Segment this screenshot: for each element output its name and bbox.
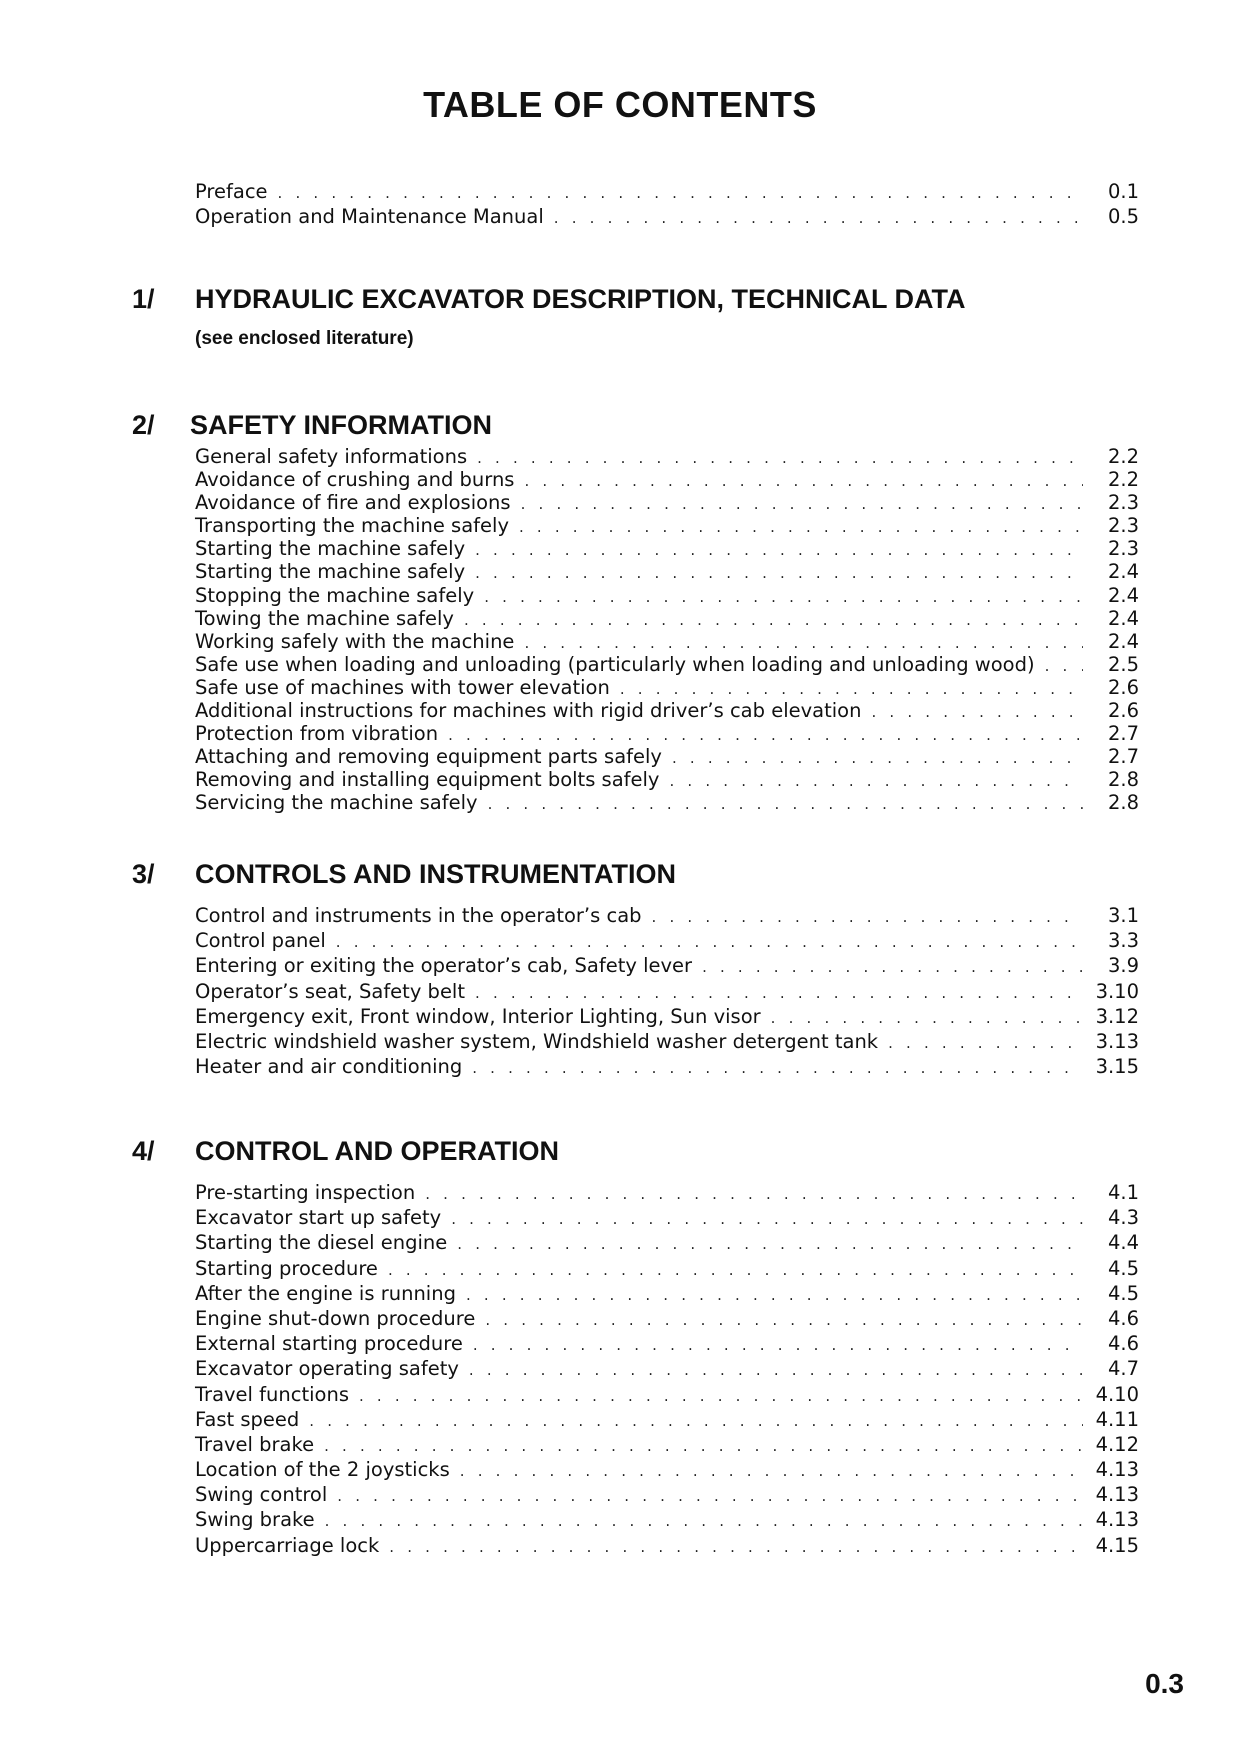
toc-leader-dots	[425, 1185, 1083, 1203]
toc-entry-label: Preface	[195, 180, 268, 203]
toc-entry-label: Travel brake	[195, 1432, 315, 1456]
toc-entry-label: Emergency exit, Front window, Interior Lighting, Sun visor	[195, 1004, 761, 1028]
toc-leader-dots	[460, 1462, 1083, 1480]
toc-entry[interactable]	[195, 676, 1139, 699]
toc-entry-label: Starting procedure	[195, 1256, 378, 1280]
toc-leader-dots	[672, 749, 1083, 767]
toc-leader-dots	[475, 564, 1083, 582]
toc-entry-page: 3.10	[1095, 979, 1139, 1003]
toc-leader-dots	[475, 541, 1083, 559]
toc-entry[interactable]	[195, 722, 1139, 745]
toc-entry[interactable]	[195, 491, 1139, 514]
toc-leader-dots	[1045, 657, 1083, 675]
toc-entry-page: 3.1	[1107, 904, 1139, 927]
toc-entry-label: Avoidance of fire and explosions	[195, 491, 511, 515]
toc-leader-dots	[524, 634, 1083, 652]
toc-leader-dots	[388, 1261, 1083, 1279]
toc-entry[interactable]	[195, 699, 1139, 722]
section-note: (see enclosed literature)	[195, 328, 414, 349]
toc-entry-page: 4.13	[1095, 1483, 1139, 1507]
toc-entry-page: 2.6	[1107, 699, 1139, 723]
section-number: 4/	[132, 1136, 155, 1166]
toc-entry[interactable]	[195, 560, 1139, 583]
toc-section-3-list	[195, 904, 1139, 1080]
toc-entry-label: Electric windshield washer system, Windshield washer detergent tank	[195, 1029, 879, 1053]
toc-entry-page: 4.4	[1107, 1231, 1139, 1255]
toc-leader-dots	[464, 611, 1083, 629]
toc-entry[interactable]	[195, 1383, 1139, 1408]
toc-entry-page: 4.12	[1095, 1432, 1139, 1456]
toc-entry-label: Control and instruments in the operator’s cab	[195, 904, 642, 927]
toc-leader-dots	[278, 184, 1083, 202]
toc-entry-label: Starting the machine safely	[195, 537, 466, 561]
toc-leader-dots	[652, 908, 1083, 926]
toc-entry[interactable]	[195, 1534, 1139, 1559]
toc-entry[interactable]	[195, 745, 1139, 768]
toc-entry-page: 2.8	[1107, 768, 1139, 792]
toc-leader-dots	[702, 958, 1083, 976]
toc-entry-page: 0.1	[1107, 180, 1139, 203]
toc-entry[interactable]	[195, 1005, 1139, 1030]
toc-entry-label: After the engine is running	[195, 1281, 456, 1305]
toc-entry[interactable]	[195, 1483, 1139, 1508]
toc-entry-label: Operation and Maintenance Manual	[195, 205, 544, 228]
toc-entry[interactable]	[195, 768, 1139, 791]
toc-leader-dots	[519, 518, 1083, 536]
page-title: TABLE OF CONTENTS	[423, 84, 817, 125]
toc-leader-dots	[888, 1034, 1083, 1052]
section-title[interactable]: HYDRAULIC EXCAVATOR DESCRIPTION, TECHNICAL DATA	[195, 284, 966, 314]
toc-leader-dots	[466, 1286, 1083, 1304]
toc-leader-dots	[336, 933, 1083, 951]
toc-entry-label: Avoidance of crushing and burns	[195, 468, 515, 492]
toc-entry[interactable]	[195, 1055, 1139, 1080]
toc-leader-dots	[484, 588, 1083, 606]
toc-entry-page: 4.7	[1107, 1357, 1139, 1381]
toc-entry-page: 4.6	[1107, 1306, 1139, 1330]
toc-leader-dots	[359, 1387, 1083, 1405]
toc-entry-label: General safety informations	[195, 445, 468, 468]
toc-entry-page: 2.4	[1107, 606, 1139, 630]
toc-leader-dots	[473, 1336, 1083, 1354]
toc-entry-page: 2.3	[1107, 514, 1139, 538]
toc-entry-page: 2.5	[1107, 652, 1139, 676]
section-title[interactable]: CONTROLS AND INSTRUMENTATION	[195, 859, 676, 889]
toc-entry-page: 2.4	[1107, 629, 1139, 653]
toc-entry[interactable]	[195, 584, 1139, 607]
toc-entry-label: Towing the machine safely	[195, 606, 454, 630]
section-number: 1/	[132, 284, 155, 314]
toc-entry-label: Excavator start up safety	[195, 1206, 442, 1230]
toc-entry-label: Attaching and removing equipment parts safely	[195, 745, 662, 769]
toc-entry-page: 2.7	[1107, 722, 1139, 746]
toc-entry-label: Engine shut-down procedure	[195, 1306, 476, 1330]
page-number: 0.3	[1145, 1668, 1184, 1699]
toc-entry[interactable]	[195, 1030, 1139, 1055]
toc-entry-page: 4.11	[1095, 1407, 1139, 1431]
toc-entry[interactable]	[195, 1307, 1139, 1332]
toc-leader-dots	[524, 472, 1083, 490]
toc-entry-page: 4.13	[1095, 1458, 1139, 1482]
toc-entry[interactable]	[195, 904, 1139, 929]
toc-leader-dots	[451, 1210, 1083, 1228]
toc-entry[interactable]	[195, 468, 1139, 491]
toc-entry-page: 3.15	[1095, 1055, 1139, 1079]
toc-leader-dots	[620, 680, 1083, 698]
toc-leader-dots	[309, 1412, 1083, 1430]
section-title[interactable]: CONTROL AND OPERATION	[195, 1136, 559, 1166]
toc-entry-page: 4.5	[1107, 1281, 1139, 1305]
toc-entry-label: Control panel	[195, 929, 326, 953]
toc-leader-dots	[475, 984, 1083, 1002]
toc-entry-label: Uppercarriage lock	[195, 1533, 380, 1557]
toc-entry-page: 4.3	[1107, 1206, 1139, 1230]
toc-entry[interactable]	[195, 1282, 1139, 1307]
toc-entry[interactable]	[195, 1257, 1139, 1282]
toc-entry[interactable]	[195, 607, 1139, 630]
toc-entry-label: Stopping the machine safely	[195, 583, 475, 607]
toc-entry-page: 4.1	[1107, 1181, 1139, 1204]
toc-entry[interactable]	[195, 1433, 1139, 1458]
toc-entry-label: Transporting the machine safely	[195, 514, 509, 538]
toc-leader-dots	[488, 795, 1083, 813]
toc-entry-page: 4.10	[1095, 1382, 1139, 1406]
toc-entry[interactable]	[195, 954, 1139, 979]
toc-leader-dots	[324, 1437, 1083, 1455]
toc-entry-label: Additional instructions for machines with rigid driver’s cab elevation	[195, 699, 862, 723]
toc-entry-page: 3.13	[1095, 1029, 1139, 1053]
toc-entry-page: 2.2	[1107, 468, 1139, 492]
toc-entry-label: Safe use when loading and unloading (particularly when loading and unloading wood)	[195, 652, 1035, 676]
toc-entry-label: Heater and air conditioning	[195, 1055, 463, 1079]
toc-entry-label: Swing brake	[195, 1508, 315, 1532]
toc-entry-page: 2.4	[1107, 583, 1139, 607]
toc-leader-dots	[472, 1059, 1083, 1077]
toc-entry-page: 4.15	[1095, 1533, 1139, 1557]
toc-entry[interactable]	[195, 445, 1139, 468]
toc-entry[interactable]	[195, 1206, 1139, 1231]
toc-entry-label: Entering or exiting the operator’s cab, Safety lever	[195, 954, 693, 978]
toc-section-2-list	[195, 445, 1139, 815]
toc-entry[interactable]	[195, 1357, 1139, 1382]
toc-leader-dots	[485, 1311, 1083, 1329]
toc-entry-label: Fast speed	[195, 1407, 300, 1431]
toc-entry-page: 2.3	[1107, 491, 1139, 515]
toc-entry[interactable]	[195, 980, 1139, 1005]
toc-entry-label: Protection from vibration	[195, 722, 439, 746]
toc-entry[interactable]	[195, 1508, 1139, 1533]
toc-entry-label: Pre-starting inspection	[195, 1181, 416, 1204]
toc-entry[interactable]	[195, 791, 1139, 814]
section-title[interactable]: SAFETY INFORMATION	[190, 410, 492, 440]
toc-entry[interactable]	[195, 1332, 1139, 1357]
toc-leader-dots	[325, 1512, 1083, 1530]
toc-entry-label: Operator’s seat, Safety belt	[195, 979, 466, 1003]
toc-entry-page: 3.9	[1107, 954, 1139, 978]
toc-leader-dots	[469, 1361, 1083, 1379]
toc-entry-label: Excavator operating safety	[195, 1357, 459, 1381]
toc-leader-dots	[477, 449, 1083, 467]
toc-leader-dots	[521, 495, 1083, 513]
toc-entry-label: Starting the diesel engine	[195, 1231, 448, 1255]
toc-entry[interactable]	[195, 180, 1139, 205]
toc-entry-label: Starting the machine safely	[195, 560, 466, 584]
toc-entry[interactable]	[195, 537, 1139, 560]
toc-entry[interactable]	[195, 1181, 1139, 1206]
toc-leader-dots	[771, 1009, 1083, 1027]
toc-entry-label: Location of the 2 joysticks	[195, 1458, 450, 1482]
toc-intro-list	[195, 180, 1139, 230]
toc-leader-dots	[337, 1487, 1083, 1505]
toc-entry-label: Travel functions	[195, 1382, 349, 1406]
toc-entry-page: 4.5	[1107, 1256, 1139, 1280]
toc-entry-label: Working safely with the machine	[195, 629, 515, 653]
toc-entry[interactable]	[195, 205, 1139, 230]
toc-entry-page: 3.12	[1095, 1004, 1139, 1028]
toc-entry-label: Safe use of machines with tower elevation	[195, 675, 610, 699]
toc-leader-dots	[457, 1235, 1083, 1253]
toc-entry-page: 3.3	[1107, 929, 1139, 953]
toc-entry-page: 4.6	[1107, 1332, 1139, 1356]
toc-entry-label: Servicing the machine safely	[195, 791, 478, 815]
toc-entry-page: 2.8	[1107, 791, 1139, 815]
toc-entry[interactable]	[195, 1458, 1139, 1483]
toc-entry-page: 4.13	[1095, 1508, 1139, 1532]
section-number: 3/	[132, 859, 155, 889]
toc-leader-dots	[669, 772, 1083, 790]
toc-entry-page: 0.5	[1107, 205, 1139, 228]
toc-entry[interactable]	[195, 1231, 1139, 1256]
toc-entry-page: 2.6	[1107, 675, 1139, 699]
section-number: 2/	[132, 410, 155, 440]
toc-entry-label: Swing control	[195, 1483, 328, 1507]
toc-entry[interactable]	[195, 653, 1139, 676]
toc-entry-page: 2.2	[1107, 445, 1139, 468]
toc-leader-dots	[871, 703, 1083, 721]
toc-leader-dots	[448, 726, 1083, 744]
toc-section-4-list	[195, 1181, 1139, 1559]
toc-entry-page: 2.4	[1107, 560, 1139, 584]
toc-entry-page: 2.3	[1107, 537, 1139, 561]
toc-leader-dots	[554, 209, 1083, 227]
toc-entry[interactable]	[195, 1408, 1139, 1433]
toc-entry-label: External starting procedure	[195, 1332, 463, 1356]
toc-entry-label: Removing and installing equipment bolts safely	[195, 768, 660, 792]
toc-entry-page: 2.7	[1107, 745, 1139, 769]
toc-entry[interactable]	[195, 929, 1139, 954]
toc-leader-dots	[389, 1538, 1083, 1556]
toc-entry[interactable]	[195, 630, 1139, 653]
toc-entry[interactable]	[195, 514, 1139, 537]
